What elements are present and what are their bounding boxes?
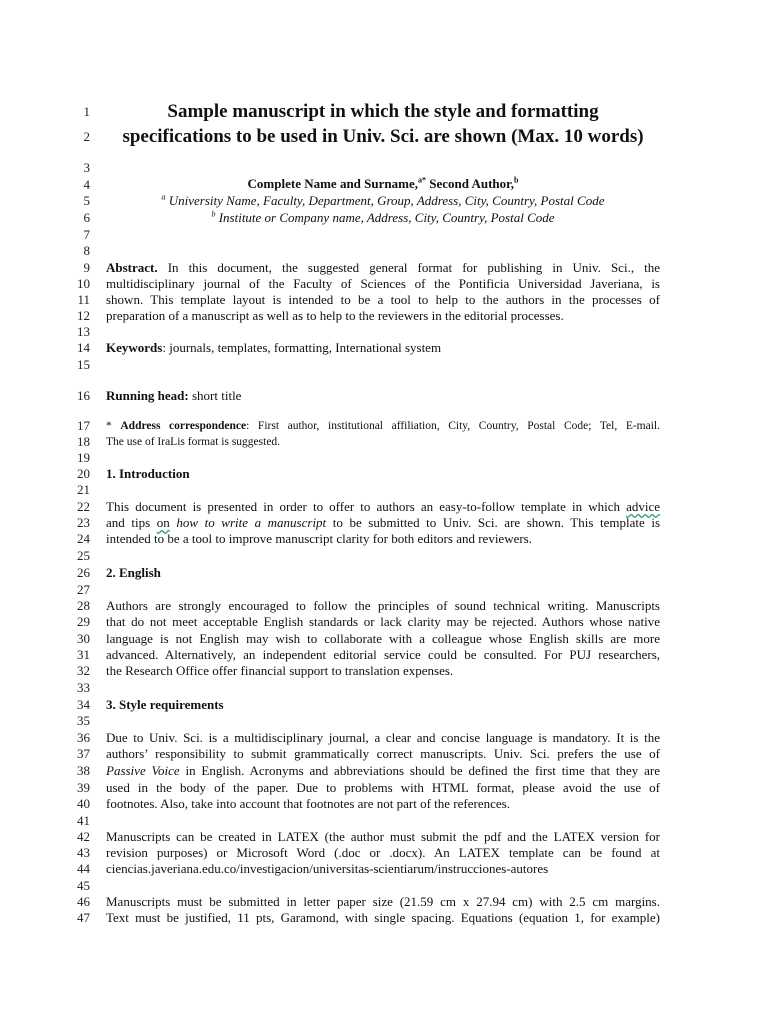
line-number: 34: [77, 697, 90, 712]
line-number: 10: [77, 276, 90, 291]
manuscripts-line-2: revision purposes) or Microsoft Word (.doc or .docx). An LATEX template can be found at: [106, 845, 660, 860]
line-number: 17: [77, 418, 90, 433]
line-number: 47: [77, 910, 90, 925]
passive-voice-term: Passive Voice: [106, 763, 180, 778]
manuscript-title-line-1: Sample manuscript in which the style and formatting: [167, 101, 599, 122]
abstract-line-3: shown. This template layout is intended to be a tool to help to the authors in the processes of: [106, 292, 660, 307]
keywords: [106, 340, 660, 356]
section-heading-introduction: 1. Introduction: [106, 466, 190, 481]
intro-line-1: [106, 499, 660, 515]
author-second-mark: b: [514, 175, 519, 185]
section-heading-style: 3. Style requirements: [106, 697, 224, 712]
style-line-3: [106, 763, 660, 779]
english-line-5: the Research Office offer financial support to translation expenses.: [106, 663, 454, 678]
intro-line-2-rest: to be submitted to Univ. Sci. are shown. This template is: [326, 515, 660, 530]
author-first: Complete Name and Surname,: [247, 176, 418, 191]
line-number: 36: [77, 730, 90, 745]
section-heading-english: 2. English: [106, 565, 161, 580]
line-number: 15: [77, 357, 90, 372]
line-number: 29: [77, 614, 90, 629]
line-number: 7: [83, 227, 90, 242]
line-number: 26: [77, 565, 90, 580]
intro-line-2-text: and tips: [106, 515, 157, 530]
line-number: 20: [77, 466, 90, 481]
english-line-4: advanced. Alternatively, an independent editorial service could be consulted. For PUJ researchers,: [106, 647, 660, 662]
line-number: 41: [77, 813, 90, 828]
style-line-4: used in the body of the paper. Due to problems with HTML format, please avoid the use of: [106, 780, 660, 795]
line-number: 23: [77, 515, 90, 530]
correspondence-text: : First author, institutional affiliation, City, Country, Postal Code; Tel, E-mail.: [246, 420, 660, 432]
line-number: 16: [77, 388, 90, 403]
line-number: 18: [77, 434, 90, 449]
affiliation-a-mark: a: [161, 192, 166, 202]
submission-line-2: Text must be justified, 11 pts, Garamond, with single spacing. Equations (equation 1, for example): [106, 910, 660, 925]
abstract-line-2: multidisciplinary journal of the Faculty of Sciences of the Pontificia Universidad Javeriana, is: [106, 276, 660, 291]
manuscript-title-line-2: specifications to be used in Univ. Sci. are shown (Max. 10 words): [122, 126, 644, 147]
line-number: 33: [77, 680, 90, 695]
keywords-text: : journals, templates, formatting, International system: [162, 340, 442, 355]
line-number: 12: [77, 308, 90, 323]
line-number: 24: [77, 531, 90, 546]
intro-line-3: intended to be a tool to improve manuscript clarity for both editors and reviewers.: [106, 531, 532, 546]
author-first-mark: a*: [417, 175, 426, 185]
line-number: 38: [77, 763, 90, 778]
line-number: 42: [77, 829, 90, 844]
line-number: 32: [77, 663, 90, 678]
line-number: 25: [77, 548, 90, 563]
abstract-text: In this document, the suggested general format for publishing in Univ. Sci., the: [167, 260, 660, 275]
line-number: 1: [83, 104, 90, 119]
line-number: 19: [77, 450, 90, 465]
submission-line-1: Manuscripts must be submitted in letter paper size (21.59 cm x 27.94 cm) with 2.5 cm margins.: [106, 894, 660, 909]
style-line-5: footnotes. Also, take into account that footnotes are not part of the references.: [106, 796, 510, 811]
line-number: 28: [77, 598, 90, 613]
line-number: 30: [77, 631, 90, 646]
english-line-2: that do not meet acceptable English standards or lack clarity may be rejected. Authors whose native: [106, 614, 660, 629]
line-number: 4: [83, 177, 90, 192]
author-second: Second Author,: [429, 176, 514, 191]
affiliation-a: [106, 193, 660, 209]
intro-italic-phrase: how to write a manuscript: [176, 515, 327, 530]
line-number: 46: [77, 894, 90, 909]
line-number: 22: [77, 499, 90, 514]
style-line-2: authors’ responsibility to submit grammatically correct manuscripts. Univ. Sci. prefers the use of: [106, 746, 660, 761]
line-number: 5: [83, 193, 90, 208]
manuscripts-line-1: Manuscripts can be created in LATEX (the author must submit the pdf and the LATEX version for: [106, 829, 660, 844]
abstract-line-1: [106, 260, 660, 276]
affiliation-b: [106, 210, 660, 226]
line-number: 44: [77, 861, 90, 876]
line-number: 21: [77, 482, 90, 497]
line-number: 45: [77, 878, 90, 893]
intro-line-2: [106, 515, 660, 531]
affiliation-b-text: Institute or Company name, Address, City, Country, Postal Code: [218, 210, 555, 225]
correspondence-line-1: [106, 418, 660, 434]
author-line: [106, 176, 660, 192]
correspondence-label: Address correspondence: [120, 420, 247, 432]
style-line-1: Due to Univ. Sci. is a multidisciplinary journal, a clear and concise language is mandatory. It is the: [106, 730, 660, 745]
running-head-text: short title: [188, 388, 242, 403]
line-number: 8: [83, 243, 90, 258]
correspondence-line-2: The use of IraLis format is suggested.: [106, 436, 281, 448]
line-number: 35: [77, 713, 90, 728]
correspondence-star: *: [106, 420, 121, 432]
abstract-label: Abstract.: [106, 260, 158, 275]
line-number: 11: [77, 292, 90, 307]
line-number: 39: [77, 780, 90, 795]
line-number: 13: [77, 324, 90, 339]
style-line-3-text: in English. Acronyms and abbreviations should be defined the first time that they are: [179, 763, 660, 778]
abstract-line-4: preparation of a manuscript as well as to help to the reviewers in the editorial processes.: [106, 308, 564, 323]
grammar-flag-on[interactable]: on: [156, 515, 170, 530]
affiliation-b-mark: b: [211, 209, 216, 219]
line-number: 14: [77, 340, 90, 355]
running-head: [106, 388, 660, 404]
line-number: 37: [77, 746, 90, 761]
line-number: 9: [83, 260, 90, 275]
manuscripts-url-line: ciencias.javeriana.edu.co/investigacion/universitas-scientiarum/instrucciones-autores: [106, 861, 549, 876]
intro-line-1-text: This document is presented in order to offer to authors an easy-to-follow template in which: [106, 499, 627, 514]
line-number: 43: [77, 845, 90, 860]
grammar-flag-advice[interactable]: advice: [626, 499, 660, 514]
english-line-1: Authors are strongly encouraged to follow the principles of sound technical writing. Manuscripts: [106, 598, 660, 613]
line-number: 31: [77, 647, 90, 662]
line-number: 6: [83, 210, 90, 225]
affiliation-a-text: University Name, Faculty, Department, Group, Address, City, Country, Postal Code: [168, 193, 605, 208]
line-number: 3: [83, 160, 90, 175]
line-number: 27: [77, 582, 90, 597]
running-head-label: Running head:: [106, 388, 189, 403]
keywords-label: Keywords: [106, 340, 163, 355]
line-number: 2: [83, 129, 90, 144]
english-line-3: language is not English may wish to collaborate with a colleague whose English skills are more: [106, 631, 660, 646]
line-number: 40: [77, 796, 90, 811]
